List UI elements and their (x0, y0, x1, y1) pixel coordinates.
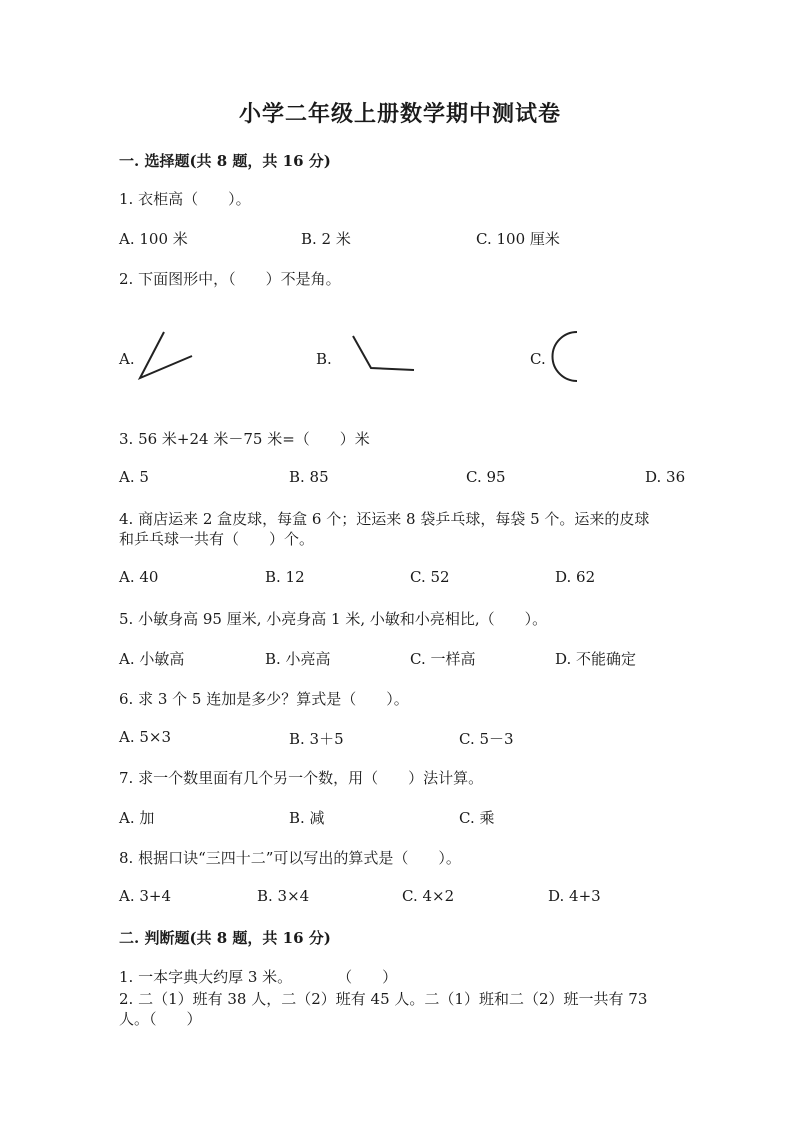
q5-option-b: B. 小亮高 (265, 650, 331, 668)
q7-option-a: A. 加 (119, 809, 155, 827)
q1-option-c: C. 100 厘米 (476, 230, 560, 248)
question-6: 6. 求 3 个 5 连加是多少？算式是（ ）。 (119, 690, 409, 708)
question-4-line-2: 和乒乓球一共有（ ）个。 (119, 530, 315, 548)
q3-option-a: A. 5 (119, 468, 149, 486)
q1-option-b: B. 2 米 (301, 230, 351, 248)
q2-option-c: C. (530, 350, 546, 368)
q3-option-b: B. 85 (289, 468, 329, 486)
angle-figure-a (136, 328, 196, 383)
judge-question-2-line-2: 人。（ ） (119, 1010, 202, 1028)
question-8: 8. 根据口诀“三四十二”可以写出的算式是（ ）。 (119, 849, 461, 867)
q8-option-d: D. 4+3 (548, 887, 601, 905)
q4-option-b: B. 12 (265, 568, 305, 586)
q2-option-b: B. (316, 350, 332, 368)
section-heading-choice: 一. 选择题(共 8 题，共 16 分) (119, 152, 331, 170)
q3-option-c: C. 95 (466, 468, 506, 486)
question-4-line-1: 4. 商店运来 2 盒皮球，每盒 6 个；还运来 8 袋乒乓球，每袋 5 个。运来的皮球 (119, 510, 650, 528)
arc-figure-c (545, 329, 585, 385)
q6-option-c: C. 5－3 (459, 730, 514, 748)
q5-option-d: D. 不能确定 (555, 650, 637, 668)
judge-question-1: 1. 一本字典大约厚 3 米。 （ ） (119, 968, 398, 986)
question-1: 1. 衣柜高（ ）。 (119, 190, 251, 208)
q6-option-a: A. 5×3 (119, 728, 172, 746)
angle-figure-b (348, 333, 418, 375)
q7-option-c: C. 乘 (459, 809, 495, 827)
q2-option-a: A. (119, 350, 135, 368)
question-2: 2. 下面图形中，（ ）不是角。 (119, 270, 341, 288)
q4-option-d: D. 62 (555, 568, 596, 586)
q4-option-a: A. 40 (119, 568, 159, 586)
judge-question-2-line-1: 2. 二（1）班有 38 人，二（2）班有 45 人。二（1）班和二（2）班一共有 73 (119, 990, 648, 1008)
question-7: 7. 求一个数里面有几个另一个数，用（ ）法计算。 (119, 769, 484, 787)
q7-option-b: B. 减 (289, 809, 325, 827)
q3-option-d: D. 36 (645, 468, 686, 486)
q1-option-a: A. 100 米 (119, 230, 188, 248)
q8-option-b: B. 3×4 (257, 887, 310, 905)
question-5: 5. 小敏身高 95 厘米, 小亮身高 1 米, 小敏和小亮相比,（ ）。 (119, 610, 548, 628)
page-title: 小学二年级上册数学期中测试卷 (238, 101, 561, 127)
q4-option-c: C. 52 (410, 568, 450, 586)
q8-option-c: C. 4×2 (402, 887, 455, 905)
section-heading-true-false: 二. 判断题(共 8 题，共 16 分) (119, 929, 331, 947)
q6-option-b: B. 3＋5 (289, 730, 344, 748)
question-3: 3. 56 米+24 米－75 米=（ ）米 (119, 430, 370, 448)
q5-option-c: C. 一样高 (410, 650, 476, 668)
q5-option-a: A. 小敏高 (119, 650, 185, 668)
q8-option-a: A. 3+4 (119, 887, 172, 905)
